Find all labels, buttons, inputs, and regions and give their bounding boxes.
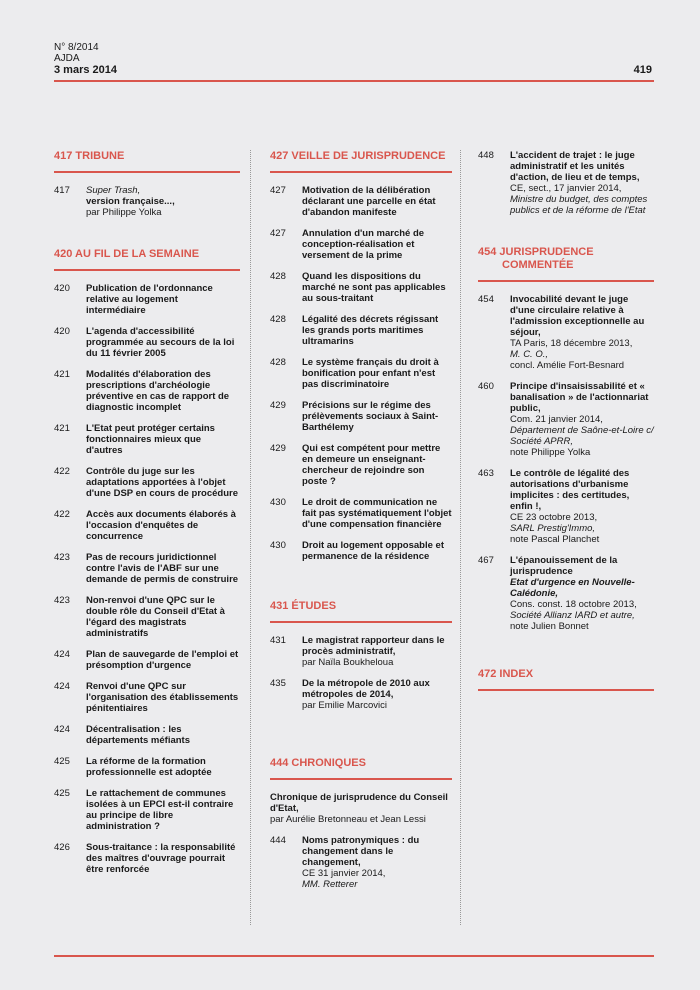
header-rule — [54, 80, 654, 82]
entry-title-italic: Etat d'urgence en Nouvelle-Calédonie, — [510, 577, 635, 599]
entry-title: Motivation de la délibération déclarant une parcelle en état d'abandon manifeste — [302, 185, 436, 218]
entry-reference: CE 31 janvier 2014, — [302, 868, 386, 879]
entry-title: Principe d'insaisissabilité et « banalisation » de l'actionnariat public, — [510, 381, 649, 414]
entry-body — [86, 185, 240, 218]
entry-page: 429 — [270, 400, 286, 411]
entry-body — [86, 681, 240, 714]
entry-body — [510, 150, 654, 216]
entry-title: Droit au logement opposable et permanence de la résidence — [302, 540, 444, 562]
entry-body — [302, 497, 452, 530]
entry-page: 427 — [270, 185, 286, 196]
entry-page: 430 — [270, 497, 286, 508]
entry-body — [302, 635, 452, 668]
section-rule — [270, 171, 452, 173]
entry-body — [86, 369, 240, 413]
entry-page: 444 — [270, 835, 286, 846]
entry-body — [302, 400, 452, 433]
entry-title: Le droit de communication ne fait pas systématiquement l'objet d'une compensation financière — [302, 497, 452, 530]
entry-title: Le système français du droit à bonification pour enfant n'est pas discriminatoire — [302, 357, 439, 390]
entry-title: Invocabilité devant le juge d'une circulaire relative à l'admission exceptionnelle au séjour, — [510, 294, 645, 338]
entry-body — [510, 294, 654, 371]
toc-entry — [270, 540, 452, 562]
toc-entry — [54, 756, 240, 778]
entry-reference: CE, sect., 17 janvier 2014, — [510, 183, 622, 194]
toc-entry — [270, 497, 452, 530]
entry-title: L'Etat peut protéger certains fonctionnaires mieux que d'autres — [86, 423, 215, 456]
section-rule — [270, 621, 452, 623]
issue-date: 3 mars 2014 — [54, 64, 117, 76]
toc-entry — [270, 357, 452, 390]
entry-page: 421 — [54, 423, 70, 434]
toc-entry — [54, 552, 240, 585]
entry-title: La réforme de la formation professionnelle est adoptée — [86, 756, 212, 778]
entry-note: note Pascal Planchet — [510, 534, 600, 545]
toc-entry — [270, 443, 452, 487]
entry-page: 417 — [54, 185, 70, 196]
entry-author: par Emilie Marcovici — [302, 700, 387, 711]
entry-body — [302, 678, 452, 711]
veille-entries — [270, 185, 452, 562]
entry-title: Renvoi d'une QPC sur l'organisation des établissements pénitentiaires — [86, 681, 239, 714]
entry-title: Le rattachement de communes isolées à un EPCI est-il contraire au principe de libre administration ? — [86, 788, 234, 832]
toc-entry — [54, 369, 240, 413]
entry-page: 424 — [54, 649, 70, 660]
toc-entry — [54, 185, 240, 218]
toc-entry — [54, 649, 240, 671]
entry-page: 422 — [54, 466, 70, 477]
chroniques-entries — [270, 835, 452, 890]
entry-page: 429 — [270, 443, 286, 454]
entry-body — [302, 228, 452, 261]
section-title-line: COMMENTÉE — [502, 259, 574, 271]
section-title-etudes: 431 ÉTUDES — [270, 600, 337, 612]
entry-body — [302, 357, 452, 390]
entry-page: 463 — [478, 468, 494, 479]
entry-reference: TA Paris, 18 décembre 2013, — [510, 338, 633, 349]
entry-page: 422 — [54, 509, 70, 520]
entry-title: De la métropole de 2010 aux métropoles de 2014, — [302, 678, 430, 700]
entry-title: Contrôle du juge sur les adaptations apportées à l'objet d'une DSP en cours de procédure — [86, 466, 239, 499]
entry-title: Décentralisation : les départements méfiants — [86, 724, 191, 746]
toc-entry — [270, 271, 452, 304]
entry-body — [86, 649, 240, 671]
journal-name: AJDA — [54, 53, 80, 64]
entry-page: 423 — [54, 595, 70, 606]
entry-body — [86, 509, 240, 542]
entry-page: 423 — [54, 552, 70, 563]
entry-reference: Cons. const. 18 octobre 2013, — [510, 599, 637, 610]
section-rule — [54, 171, 240, 173]
entry-reference: Com. 21 janvier 2014, — [510, 414, 603, 425]
entry-body — [86, 283, 240, 316]
entry-reference: CE 23 octobre 2013, — [510, 512, 598, 523]
toc-entry — [270, 314, 452, 347]
section-title-tribune: 417 TRIBUNE — [54, 150, 125, 162]
entry-body — [302, 443, 452, 487]
entry-body — [302, 835, 452, 890]
entry-title: Accès aux documents élaborés à l'occasion d'enquêtes de concurrence — [86, 509, 236, 542]
toc-entry — [270, 835, 452, 890]
commentee-entries — [478, 294, 654, 632]
entry-note: note Julien Bonnet — [510, 621, 589, 632]
toc-entry — [270, 185, 452, 218]
entry-title: Noms patronymiques : du changement dans le changement, — [302, 835, 420, 868]
entry-parties: MM. Retterer — [302, 879, 358, 890]
etudes-entries — [270, 635, 452, 711]
toc-entry — [54, 681, 240, 714]
entry-parties: Département de Saône-et-Loire c/ Société APRR, — [510, 425, 654, 447]
entry-title: version française..., — [86, 196, 175, 207]
entry-title: Non-renvoi d'une QPC sur le double rôle du Conseil d'Etat à l'égard des magistrats administratifs — [86, 595, 225, 639]
entry-body — [86, 466, 240, 499]
semaine-entries — [54, 283, 240, 875]
entry-body — [302, 540, 452, 562]
entry-page: 454 — [478, 294, 494, 305]
entry-title: Précisions sur le régime des prélèvements sociaux à Saint-Barthélemy — [302, 400, 439, 433]
footer-rule — [54, 955, 654, 957]
entry-title: Le magistrat rapporteur dans le procès administratif, — [302, 635, 445, 657]
entry-title-italic: Super Trash, — [86, 185, 141, 196]
entry-title: Annulation d'un marché de conception-réalisation et versement de la prime — [302, 228, 425, 261]
toc-entry — [270, 635, 452, 668]
entry-page: 426 — [54, 842, 70, 853]
entry-body — [510, 555, 654, 632]
entry-body — [302, 314, 452, 347]
entry-title: Légalité des décrets régissant les grands ports maritimes ultramarins — [302, 314, 439, 347]
entry-body — [86, 326, 240, 359]
entry-body — [86, 788, 240, 832]
section-title-veille: 427 VEILLE DE JURISPRUDENCE — [270, 150, 446, 162]
toc-entry — [478, 150, 654, 216]
toc-entry — [54, 326, 240, 359]
section-title-line: 454 JURISPRUDENCE — [478, 246, 594, 258]
entry-title: Publication de l'ordonnance relative au logement intermédiaire — [86, 283, 213, 316]
tribune-entries — [54, 185, 240, 218]
entry-title: L'accident de trajet : le juge administratif et les unités d'action, de lieu et de temps, — [510, 150, 640, 183]
entry-body — [86, 724, 240, 746]
entry-title: L'agenda d'accessibilité programmée au secours de la loi du 11 février 2005 — [86, 326, 235, 359]
section-rule — [478, 280, 654, 282]
entry-parties: SARL Prestig'Immo, — [510, 523, 596, 534]
entry-title: Sous-traitance : la responsabilité des maîtres d'ouvrage pourrait être renforcée — [86, 842, 236, 875]
entry-parties: M. C. O., — [510, 349, 548, 360]
toc-entry — [54, 842, 240, 875]
entry-body — [86, 842, 240, 875]
entry-page: 428 — [270, 314, 286, 325]
entry-title: Pas de recours juridictionnel contre l'avis de l'ABF sur une demande de permis de construire — [86, 552, 239, 585]
entry-title: Qui est compétent pour mettre en demeure un enseignant-chercheur de rejoindre son poste ? — [302, 443, 441, 487]
entry-page: 425 — [54, 756, 70, 767]
entry-note: concl. Amélie Fort-Besnard — [510, 360, 625, 371]
column-divider — [250, 150, 251, 925]
entry-body — [86, 423, 240, 456]
toc-entry — [478, 294, 654, 371]
column-1 — [54, 150, 240, 885]
toc-entry — [54, 788, 240, 832]
toc-entry — [54, 466, 240, 499]
entry-note: note Philippe Yolka — [510, 447, 591, 458]
entry-page: 428 — [270, 271, 286, 282]
entry-title: Le contrôle de légalité des autorisations d'urbanisme implicites : des certitudes, enfin !, — [510, 468, 630, 512]
entry-body — [510, 468, 654, 545]
chronique-intro — [270, 792, 452, 825]
section-rule — [478, 689, 654, 691]
entry-body — [510, 381, 654, 458]
entry-title: Plan de sauvegarde de l'emploi et présomption d'urgence — [86, 649, 239, 671]
entry-page: 431 — [270, 635, 286, 646]
toc-entry — [54, 509, 240, 542]
entry-body — [302, 185, 452, 218]
toc-entry — [54, 595, 240, 639]
entry-author: par Naïla Boukheloua — [302, 657, 394, 668]
entry-body — [86, 756, 240, 778]
entry-page: 427 — [270, 228, 286, 239]
entry-title: Modalités d'élaboration des prescriptions d'archéologie préventive en cas de rapport de diagnostic incomplet — [86, 369, 230, 413]
entry-page: 428 — [270, 357, 286, 368]
entry-body — [86, 552, 240, 585]
toc-entry — [270, 228, 452, 261]
toc-entry — [478, 555, 654, 632]
entry-page: 425 — [54, 788, 70, 799]
toc-entry — [270, 678, 452, 711]
toc-entry — [54, 283, 240, 316]
toc-entry — [478, 381, 654, 458]
entry-page: 420 — [54, 283, 70, 294]
toc-entry — [54, 724, 240, 746]
entry-page: 424 — [54, 681, 70, 692]
section-title-commentee — [478, 246, 654, 272]
entry-page: 460 — [478, 381, 494, 392]
toc-entry — [54, 423, 240, 456]
entry-page: 424 — [54, 724, 70, 735]
column-3 — [478, 150, 654, 703]
chronique-intro-author: par Aurélie Bretonneau et Jean Lessi — [270, 814, 426, 825]
top-entries — [478, 150, 654, 216]
entry-title: Quand les dispositions du marché ne sont pas applicables au sous-traitant — [302, 271, 446, 304]
section-title-index: 472 INDEX — [478, 668, 534, 680]
entry-page: 421 — [54, 369, 70, 380]
entry-page: 420 — [54, 326, 70, 337]
issue-number: N° 8/2014 — [54, 42, 99, 53]
page-header — [54, 42, 652, 77]
column-2 — [270, 150, 452, 900]
entry-body — [302, 271, 452, 304]
toc-entry — [478, 468, 654, 545]
entry-body — [86, 595, 240, 639]
entry-title: L'épanouissement de la jurisprudence — [510, 555, 618, 577]
section-title-chroniques: 444 CHRONIQUES — [270, 757, 366, 769]
page-number: 419 — [633, 64, 652, 76]
entry-page: 467 — [478, 555, 494, 566]
entry-author: par Philippe Yolka — [86, 207, 162, 218]
section-rule — [54, 269, 240, 271]
entry-page: 448 — [478, 150, 494, 161]
chronique-intro-title: Chronique de jurisprudence du Conseil d'Etat, — [270, 792, 448, 814]
section-rule — [270, 778, 452, 780]
entry-parties: Société Allianz IARD et autre, — [510, 610, 635, 621]
entry-page: 430 — [270, 540, 286, 551]
section-title-semaine: 420 AU FIL DE LA SEMAINE — [54, 248, 200, 260]
entry-page: 435 — [270, 678, 286, 689]
toc-entry — [270, 400, 452, 433]
entry-parties: Ministre du budget, des comptes publics et de la réforme de l'Etat — [510, 194, 648, 216]
column-divider — [460, 150, 461, 925]
